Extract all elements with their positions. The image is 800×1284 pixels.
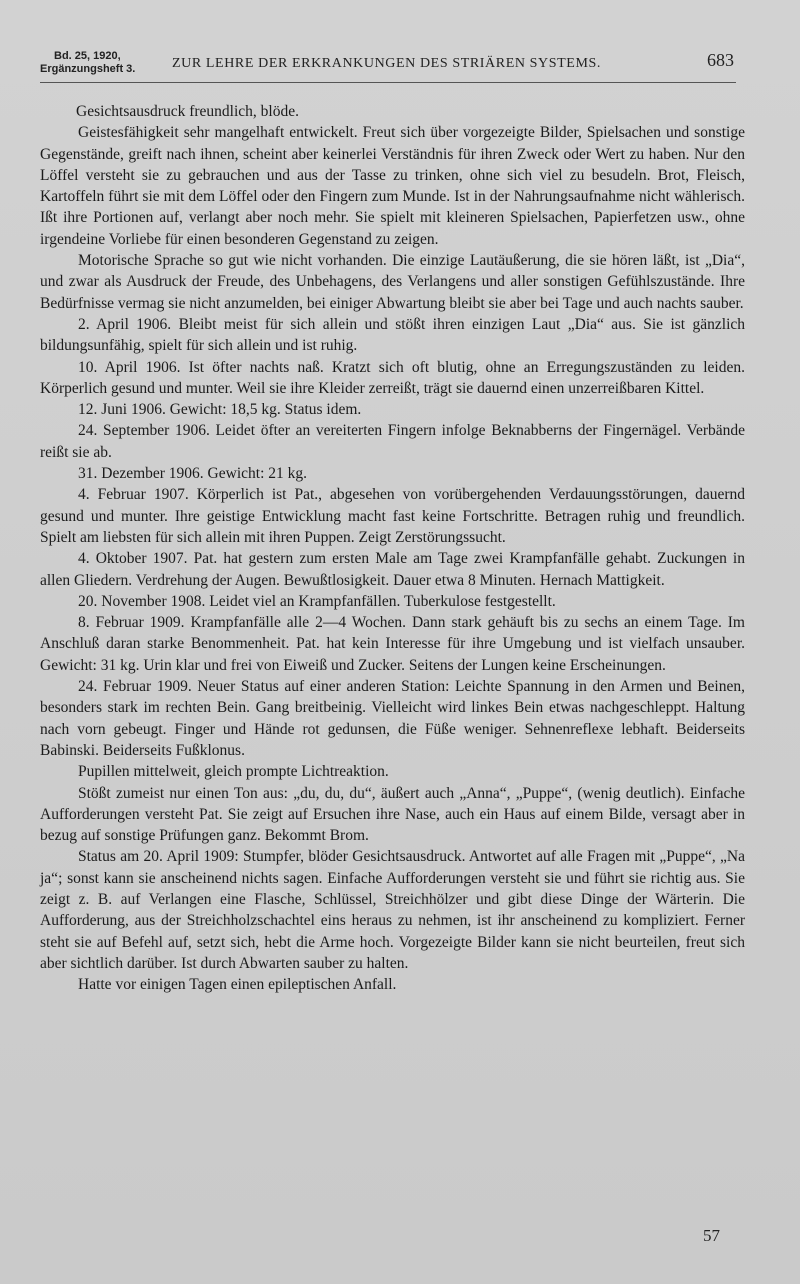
signature-mark: 57 [703, 1226, 720, 1245]
paragraph: Hatte vor einigen Tagen einen epileptischen Anfall. [78, 976, 397, 994]
paragraph: Status am 20. April 1909: Stumpfer, blöder Gesichtsausdruck. Antwortet auf alle Fragen mit „Puppe“, „Na ja“; sonst kann sie anscheinend nichts sagen. Einfache Aufforderungen versteht sie und führt sie richtig aus. Sie zeigt z. B. auf Verlangen eine Flasche, Schlüssel, Streichhölzer und gibt diese Dinge der Wärterin. Die Aufforderung, aus der Streichholzschachtel eins heraus zu nehmen, ist ihr anscheinend zu kompliziert. Ferner steht sie auf Befehl auf, setzt sich, hebt die Arme hoch. Vorgezeigte Bilder kann sie nicht beurteilen, freut sich aber sichtlich darüber. Ist durch Abwarten sauber zu halten. [40, 848, 745, 972]
paragraph: 2. April 1906. Bleibt meist für sich allein und stößt ihren einzigen Laut „Dia“ aus. Sie ist gänzlich bildungsunfähig, spielt für sich allein und ist ruhig. [40, 315, 745, 355]
paragraph: Stößt zumeist nur einen Ton aus: „du, du, du“, äußert auch „Anna“, „Puppe“, (wenig deutlich). Einfache Aufforderungen versteht Pat. Sie zeigt auf Ersuchen ihre Nase, auch ein Haus auf einem Bilde, versagt aber in bezug auf sonstige Prüfungen ganz. Bekommt Brom. [40, 784, 745, 845]
paragraph: 31. Dezember 1906. Gewicht: 21 kg. [78, 465, 307, 483]
paragraph: 4. Oktober 1907. Pat. hat gestern zum ersten Male am Tage zwei Krampfanfälle gehabt. Zuckungen in allen Gliedern. Verdrehung der Augen. Bewußtlosigkeit. Dauer etwa 8 Minuten. Hernach Mattigkeit. [40, 550, 745, 589]
body-text [40, 101, 745, 995]
paragraph: 8. Februar 1909. Krampfanfälle alle 2—4 Wochen. Dann stark gehäuft bis zu sechs an einem Tage. Im Anschluß daran starke Benommenheit. Pat. hat kein Interesse für ihre Umgebung und ist vielfach unsauber. Gewicht: 31 kg. Urin klar und frei von Eiweiß und Zucker. Seitens der Lungen keine Erscheinungen. [40, 614, 745, 674]
paragraph: 20. November 1908. Leidet viel an Krampfanfällen. Tuberkulose festgestellt. [78, 592, 556, 610]
paragraph: Pupillen mittelweit, gleich prompte Lichtreaktion. [78, 763, 389, 781]
paragraph: 4. Februar 1907. Körperlich ist Pat., abgesehen von vorübergehenden Verdauungsstörungen, dauernd gesund und munter. Ihre geistige Entwicklung macht fast keine Fortschritte. Betragen ruhig und freundlich. Spielt am liebsten für sich allein mit ihren Puppen. Zeigt Zerstörungssucht. [40, 486, 745, 546]
volume-line: Bd. 25, 1920, [54, 50, 121, 62]
paragraph: Geistesfähigkeit sehr mangelhaft entwickelt. Freut sich über vorgezeigte Bilder, Spielsachen und sonstige Gegenstände, greift nach ihnen, scheint aber keinerlei Verständnis für ihren Zweck oder Wert zu haben. Nur den Löffel versteht sie zu gebrauchen und aus der Tasse zu trinken, ohne sich viel zu besudeln. Brot, Fleisch, Kartoffeln führt sie mit dem Löffel oder den Fingern zum Munde. Ist in der Nahrungsaufnahme nicht wählerisch. Ißt ihre Portionen auf, verlangt aber noch mehr. Sie spielt mit kleineren Spielsachen, Papierfetzen usw., ohne irgendeine Vorliebe für einen besonderen Gegenstand zu zeigen. [40, 124, 745, 248]
paragraph: 24. September 1906. Leidet öfter an vereiterten Fingern infolge Beknabberns der Fingernägel. Verbände reißt sie ab. [40, 422, 745, 461]
page-number: 683 [707, 50, 734, 70]
paragraph: Motorische Sprache so gut wie nicht vorhanden. Die einzige Lautäußerung, die sie hören läßt, ist „Dia“, und zwar als Ausdruck der Freude, des Unbehagens, des Verlangens und aller sonstigen Gefühlszustände. Ihre Bedürfnisse vermag sie nicht anzumelden, bei einiger Abwartung bleibt sie aber bei Tage und auch nachts sauber. [40, 252, 745, 312]
paragraph: 12. Juni 1906. Gewicht: 18,5 kg. Status idem. [78, 401, 362, 419]
paragraph: 24. Februar 1909. Neuer Status auf einer anderen Station: Leichte Spannung in den Armen und Beinen, besonders stark im rechten Bein. Gang breitbeinig. Vielleicht wird linkes Bein etwas nachgeschleppt. Haltung nach vorn gebeugt. Finger und Hände rot gedunsen, die Füße weniger. Sehnenreflexe lebhaft. Beiderseits Babinski. Beiderseits Fußklonus. [40, 678, 745, 759]
running-head [40, 48, 736, 83]
paragraph: 10. April 1906. Ist öfter nachts naß. Kratzt sich oft blutig, ohne an Erregungszuständen zu leiden. Körperlich gesund und munter. Weil sie ihre Kleider zerreißt, trägt sie dauernd einen unzerreißbaren Kittel. [40, 358, 745, 397]
running-title: ZUR LEHRE DER ERKRANKUNGEN DES STRIÄREN SYSTEMS. [172, 56, 601, 71]
volume-info [40, 50, 135, 76]
supplement-line: Ergänzungsheft 3. [40, 63, 136, 75]
paragraph: Gesichtsausdruck freundlich, blöde. [76, 103, 299, 120]
